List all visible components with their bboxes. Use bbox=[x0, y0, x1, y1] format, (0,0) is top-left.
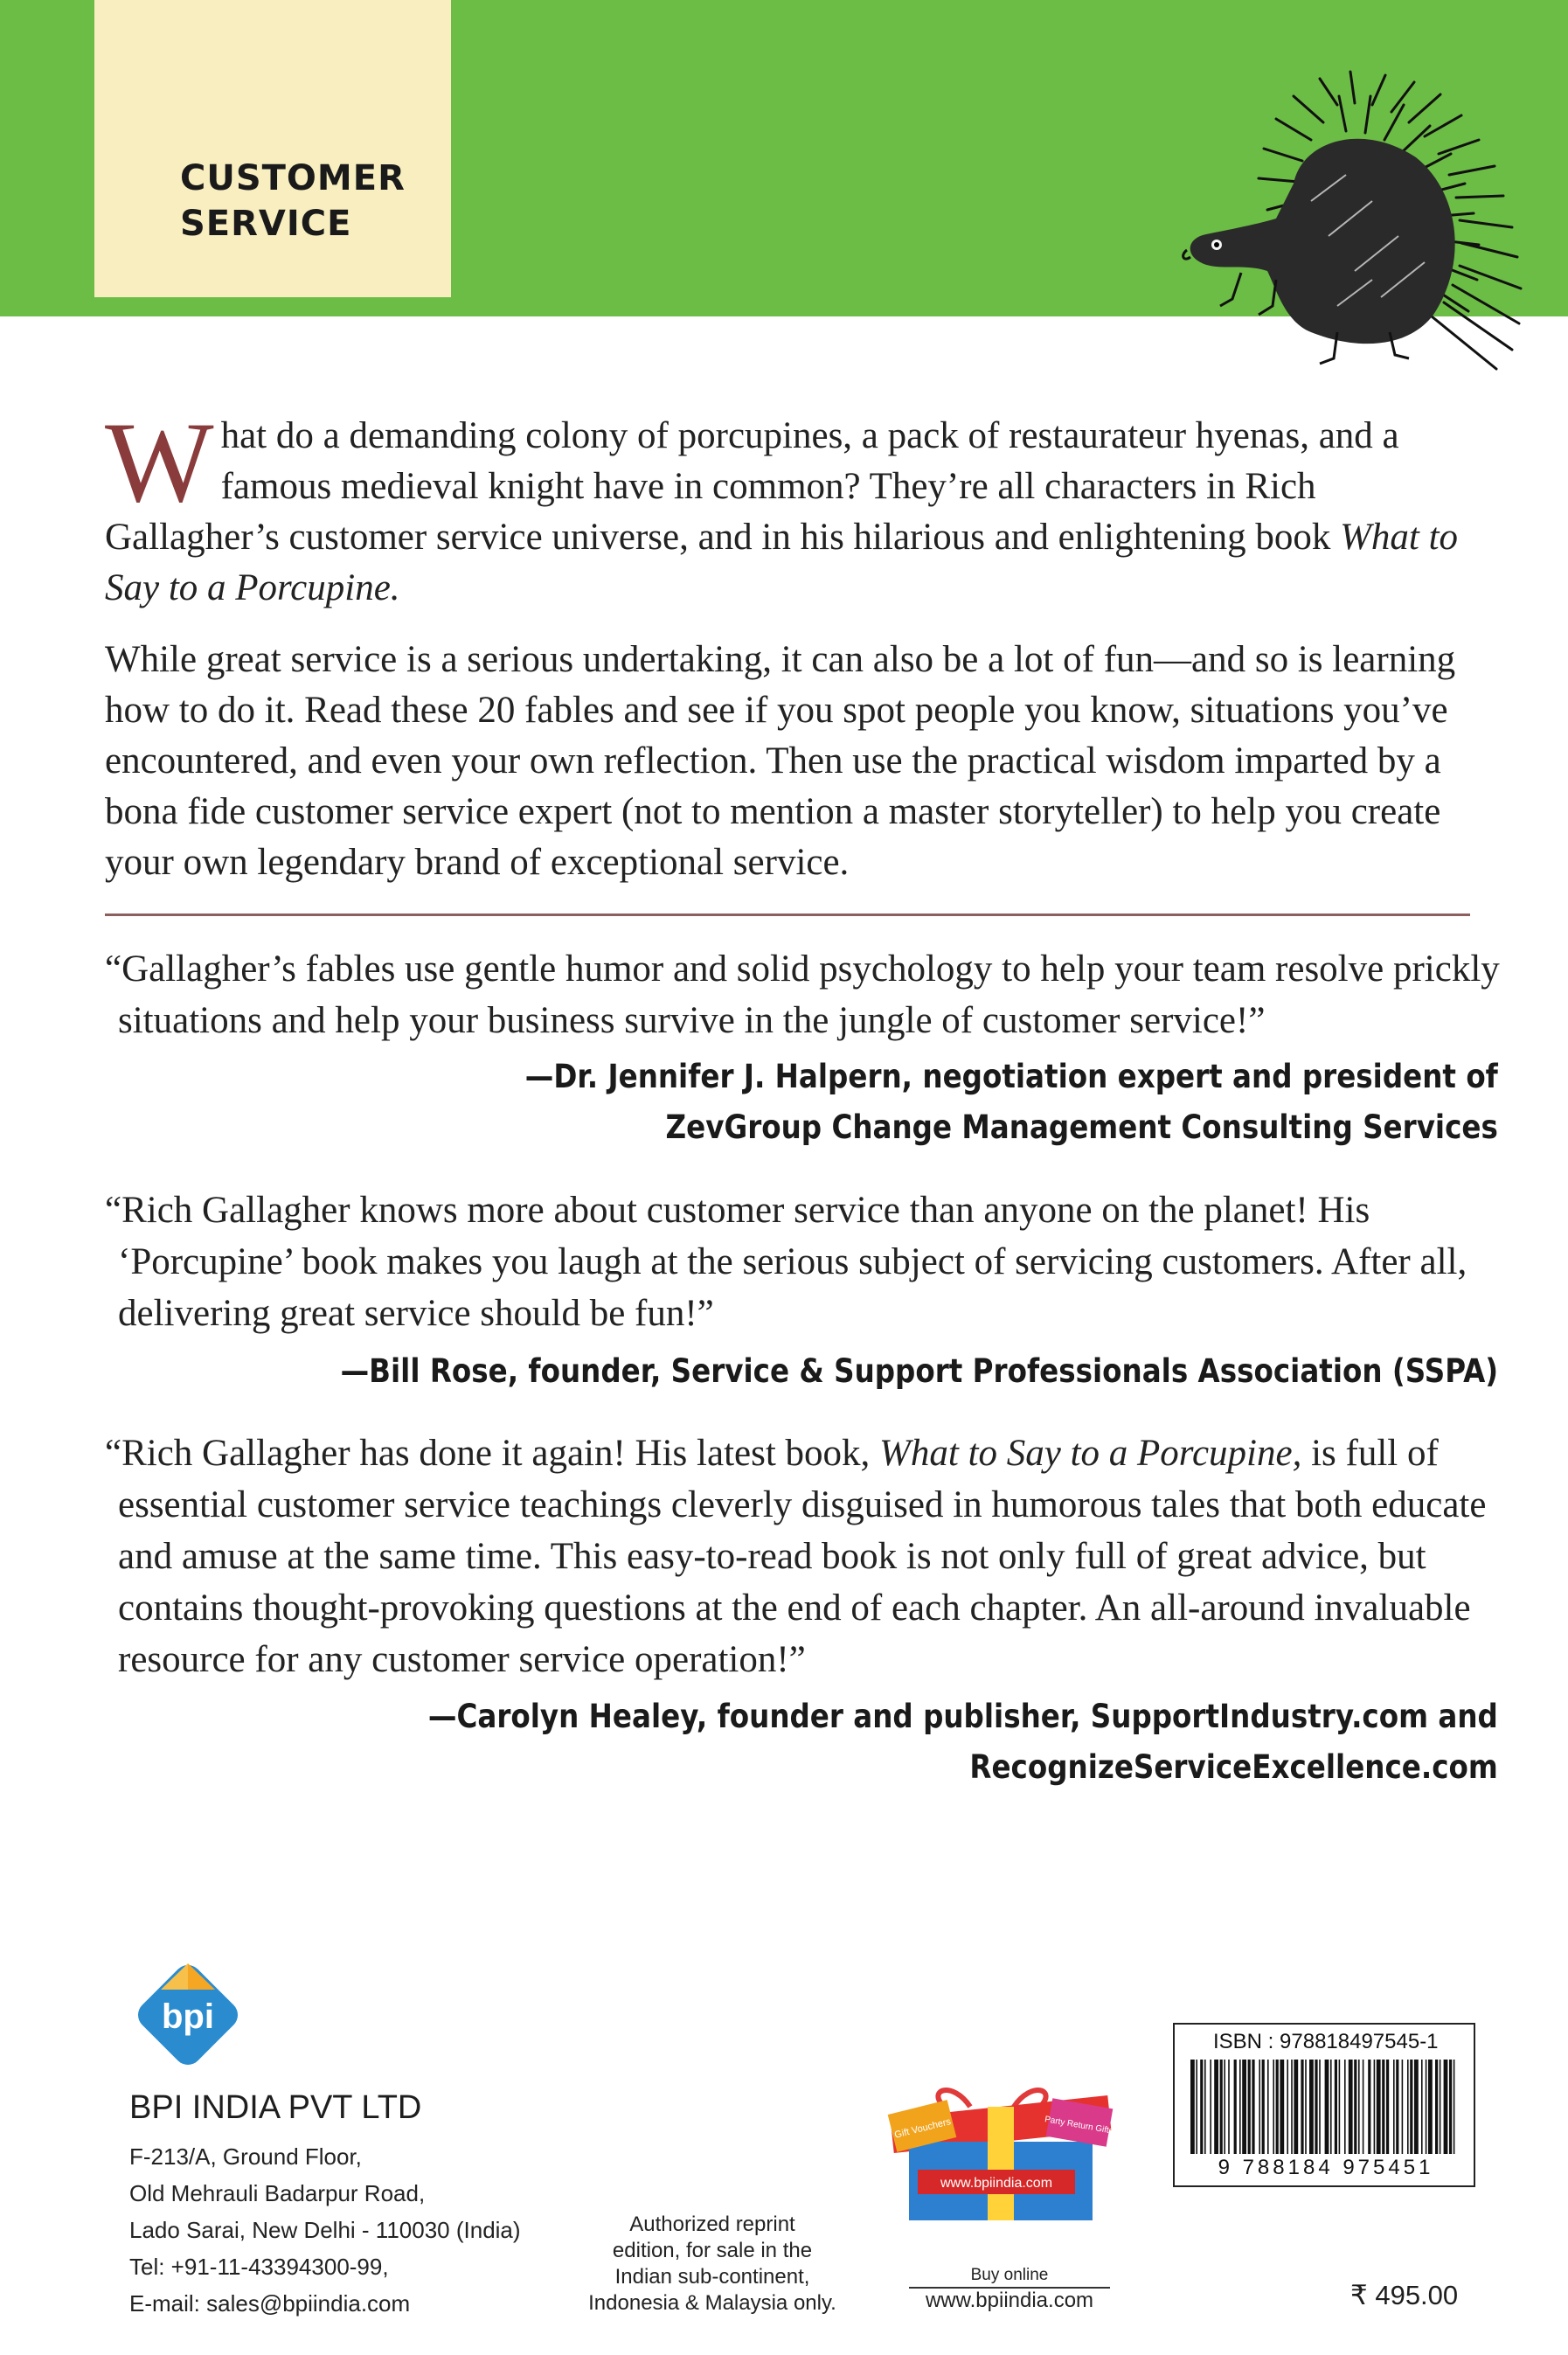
barcode-bar bbox=[1435, 2060, 1438, 2154]
endorsement-quote-1 bbox=[105, 943, 1503, 1046]
barcode-box bbox=[1173, 2023, 1475, 2187]
gift-tag-left: Gift Vouchers bbox=[893, 2116, 953, 2141]
barcode-bar bbox=[1228, 2060, 1230, 2154]
barcode-bar bbox=[1325, 2060, 1329, 2154]
barcode-bar bbox=[1354, 2060, 1356, 2154]
barcode-bar bbox=[1239, 2060, 1241, 2154]
reprint-note: Authorized reprint edition, for sale in the Indian sub-continent, Indonesia & Malaysia only. bbox=[588, 2213, 836, 2315]
barcode-bar bbox=[1204, 2060, 1206, 2154]
barcode-bar bbox=[1402, 2060, 1404, 2154]
barcode-bars bbox=[1190, 2060, 1461, 2154]
category-label: CUSTOMER SERVICE bbox=[180, 158, 406, 244]
porcupine-illustration bbox=[1136, 70, 1568, 420]
drop-cap: W bbox=[105, 398, 214, 526]
barcode-bar bbox=[1276, 2060, 1279, 2154]
gift-tag-right: Party Return Gifts bbox=[1044, 2115, 1114, 2136]
barcode-bar bbox=[1309, 2060, 1314, 2154]
quote-1-text: “Gallagher’s fables use gentle humor and solid psychology to help your team resolve prickly situations and help your business survive in the jungle of customer service!” bbox=[105, 948, 1500, 1041]
blurb-paragraph-1 bbox=[105, 398, 1468, 614]
publisher-address: F-213/A, Ground Floor, Old Mehrauli Badarpur Road, Lado Sarai, New Delhi - 110030 (India) Tel: +91-11-43394300-99, E-mail: sales@bpiindia.com bbox=[129, 2143, 521, 2317]
barcode-bar bbox=[1315, 2060, 1317, 2154]
barcode-bar bbox=[1210, 2060, 1211, 2154]
divider-rule bbox=[105, 914, 1470, 916]
barcode-bar bbox=[1220, 2060, 1223, 2154]
buy-online bbox=[909, 2266, 1110, 2313]
barcode-bar bbox=[1280, 2060, 1284, 2154]
barcode-bar bbox=[1287, 2060, 1288, 2154]
barcode-bar bbox=[1377, 2060, 1381, 2154]
bpi-logo bbox=[131, 1958, 245, 2072]
barcode-bar bbox=[1358, 2060, 1360, 2154]
barcode-bar bbox=[1440, 2060, 1441, 2154]
barcode-bar bbox=[1414, 2060, 1419, 2154]
endorsement-attribution-2: —Bill Rose, founder, Service & Support Professionals Association (SSPA) bbox=[340, 1352, 1498, 1390]
barcode-bar bbox=[1410, 2060, 1412, 2154]
barcode-bar bbox=[1262, 2060, 1265, 2154]
buy-online-label: Buy online bbox=[970, 2266, 1049, 2284]
category-tag bbox=[94, 0, 451, 297]
barcode-bar bbox=[1407, 2060, 1409, 2154]
barcode-bar bbox=[1305, 2060, 1307, 2154]
barcode-bar bbox=[1242, 2060, 1246, 2154]
gift-box-illustration bbox=[874, 2072, 1127, 2229]
barcode-bar bbox=[1301, 2060, 1303, 2154]
barcode-bar bbox=[1454, 2060, 1455, 2154]
barcode-bar bbox=[1196, 2060, 1197, 2154]
barcode-bar bbox=[1344, 2060, 1346, 2154]
barcode-bar bbox=[1426, 2060, 1427, 2154]
barcode-bar bbox=[1291, 2060, 1293, 2154]
blurb-p1-title: What to Say to a Porcupine. bbox=[105, 517, 1459, 608]
barcode-bar bbox=[1396, 2060, 1398, 2154]
barcode-bar bbox=[1330, 2060, 1332, 2154]
price: ₹ 495.00 bbox=[1350, 2280, 1459, 2310]
barcode-bar bbox=[1349, 2060, 1353, 2154]
quote-3-text: “Rich Gallagher has done it again! His latest book, What to Say to a Porcupine, is full of essential customer service teachings cleverly disguised in humorous tales that both educate and amuse at the same time. This easy-to-read book is not only full of great advice, but contains thought-provoking questions at the end of each chapter. An all-around invaluable resource for any customer service operation!” bbox=[105, 1433, 1487, 1680]
barcode-bar bbox=[1444, 2060, 1448, 2154]
endorsement-quote-3 bbox=[105, 1428, 1503, 1685]
barcode-bar bbox=[1363, 2060, 1364, 2154]
barcode-bar bbox=[1421, 2060, 1423, 2154]
barcode-bar bbox=[1339, 2060, 1341, 2154]
barcode-bar bbox=[1224, 2060, 1225, 2154]
barcode-bar bbox=[1374, 2060, 1376, 2154]
barcode-bar bbox=[1368, 2060, 1370, 2154]
blurb-p1-text: hat do a demanding colony of porcupines, a pack of restaurateur hyenas, and a famous medieval knight have in common? They’re all characters in Rich Gallagher’s customer service universe, and in his hilarious and enlightening book bbox=[105, 415, 1399, 558]
barcode-bar bbox=[1382, 2060, 1384, 2154]
barcode-bar bbox=[1248, 2060, 1251, 2154]
barcode-bar bbox=[1200, 2060, 1203, 2154]
endorsement-attribution-1: —Dr. Jennifer J. Halpern, negotiation expert and president of ZevGroup Change Management Consulting Services bbox=[524, 1058, 1498, 1146]
blurb-paragraph-2: While great service is a serious undertaking, it can also be a lot of fun—and so is learning how to do it. Read these 20 fables and see if you spot people you know, situations you’ve encountered, and even your own reflection. Then use the practical wisdom imparted by a bona fide customer service expert (not to mention a master storyteller) to help you create your own legendary brand of exceptional service. bbox=[105, 639, 1456, 883]
logo-text: bpi bbox=[162, 1997, 214, 2036]
barcode-bar bbox=[1259, 2060, 1260, 2154]
barcode-bar bbox=[1294, 2060, 1298, 2154]
endorsement-attribution-3: —Carolyn Healey, founder and publisher, SupportIndustry.com and RecognizeServiceExcellence.com bbox=[428, 1698, 1498, 1786]
gift-box-url: www.bpiindia.com bbox=[940, 2176, 1053, 2191]
barcode-digits: 9 788184 975451 bbox=[1218, 2156, 1434, 2179]
barcode-bar bbox=[1267, 2060, 1269, 2154]
barcode-bar bbox=[1190, 2060, 1195, 2154]
isbn-text: ISBN : 978818497545-1 bbox=[1213, 2030, 1439, 2053]
barcode-bar bbox=[1428, 2060, 1433, 2154]
barcode-bar bbox=[1335, 2060, 1337, 2154]
barcode-bar bbox=[1386, 2060, 1389, 2154]
barcode-bar bbox=[1393, 2060, 1395, 2154]
barcode-bar bbox=[1252, 2060, 1254, 2154]
quote-2-text: “Rich Gallagher knows more about customer service than anyone on the planet! His ‘Porcupine’ book makes you laugh at the serious subject of servicing customers. After all, delivering great service should be fun!” bbox=[105, 1190, 1467, 1334]
barcode-bar bbox=[1214, 2060, 1218, 2154]
buy-online-url: www.bpiindia.com bbox=[909, 2287, 1110, 2313]
barcode-bar bbox=[1449, 2060, 1452, 2154]
barcode-bar bbox=[1234, 2060, 1237, 2154]
barcode-bar bbox=[1319, 2060, 1321, 2154]
barcode-bar bbox=[1273, 2060, 1274, 2154]
publisher-name: BPI INDIA PVT LTD bbox=[129, 2089, 422, 2126]
endorsement-quote-2 bbox=[105, 1184, 1503, 1339]
